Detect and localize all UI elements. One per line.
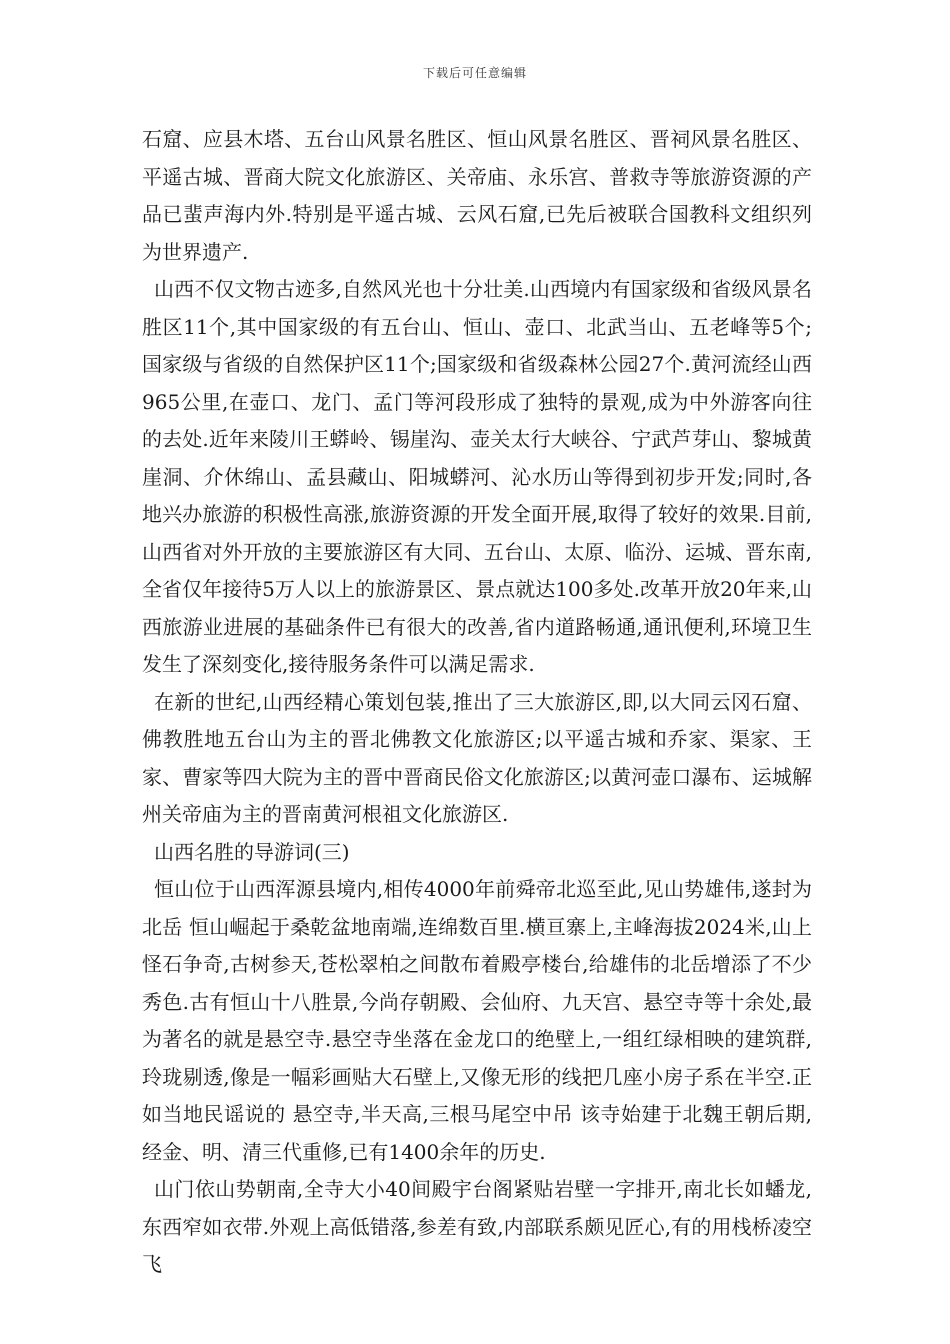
page-header-note: 下载后可任意编辑 [422,66,527,80]
paragraph-temple-gate: 山门依山势朝南,全寺大小40间殿宇台阁紧贴岩壁一字排开,南北长如蟠龙,东西窄如衣带.外观上高低错落,参差有致,内部联系颇见匠心,有的用栈桥凌空飞 [142,1177,812,1276]
paragraph-hengshan: 恒山位于山西浑源县境内,相传4000年前舜帝北巡至此,见山势雄伟,遂封为北岳 恒山崛起于桑乾盆地南端,连绵数百里.横亘寨上,主峰海拔2024米,山上怪石争奇,古树参天,苍松翠柏之间散布着殿亭楼台,给雄伟的北岳增添了不少秀色.古有恒山十八胜景,今尚存朝殿、会仙府、九天宫、悬空寺等十余处,最为著名的就是悬空寺.悬空寺坐落在金龙口的绝壁上,一组红绿相映的建筑群,玲珑剔透,像是一幅彩画贴大石壁上,又像无形的线把几座小房子系在半空.正如当地民谣说的 悬空寺,半天高,三根马尾空中吊 该寺始建于北魏王朝后期,经金、明、清三代重修,已有1400余年的历史. [142,877,812,1164]
section-heading: 山西名胜的导游词(三) [154,839,350,864]
paragraph-nature: 山西不仅文物古迹多,自然风光也十分壮美.山西境内有国家级和省级风景名胜区11个,其中国家级的有五台山、恒山、壶口、北武当山、五老峰等5个;国家级与省级的自然保护区11个;国家级和省级森林公园27个.黄河流经山西965公里,在壶口、龙门、孟门等河段形成了独特的景观,成为中外游客向往的去处.近年来陵川王蟒岭、锡崖沟、壶关太行大峡谷、宁武芦芽山、黎城黄崖洞、介休绵山、孟县藏山、阳城蟒河、沁水历山等得到初步开发;同时,各地兴办旅游的积极性高涨,旅游资源的开发全面开展,取得了较好的效果.目前,山西省对外开放的主要旅游区有大同、五台山、太原、临汾、运城、晋东南,全省仅年接待5万人以上的旅游景区、景点就达100多处.改革开放20年来,山西旅游业进展的基础条件已有很大的改善,省内道路畅通,通讯便利,环境卫生发生了深刻变化,接待服务条件可以满足需求. [142,277,812,676]
paragraph-tourism-zones: 在新的世纪,山西经精心策划包装,推出了三大旅游区,即,以大同云冈石窟、佛教胜地五台山为主的晋北佛教文化旅游区;以平遥古城和乔家、渠家、王家、曹家等四大院为主的晋中晋商民俗文化旅游区;以黄河壶口瀑布、运城解州关帝庙为主的晋南黄河根祖文化旅游区. [142,689,812,826]
document-body [142,121,812,1284]
paragraph-continuation: 石窟、应县木塔、五台山风景名胜区、恒山风景名胜区、晋祠风景名胜区、平遥古城、晋商大院文化旅游区、关帝庙、永乐宫、普救寺等旅游资源的产品已蜚声海内外.特别是平遥古城、云风石窟,已先后被联合国教科文组织列为世界遗产. [142,127,812,264]
